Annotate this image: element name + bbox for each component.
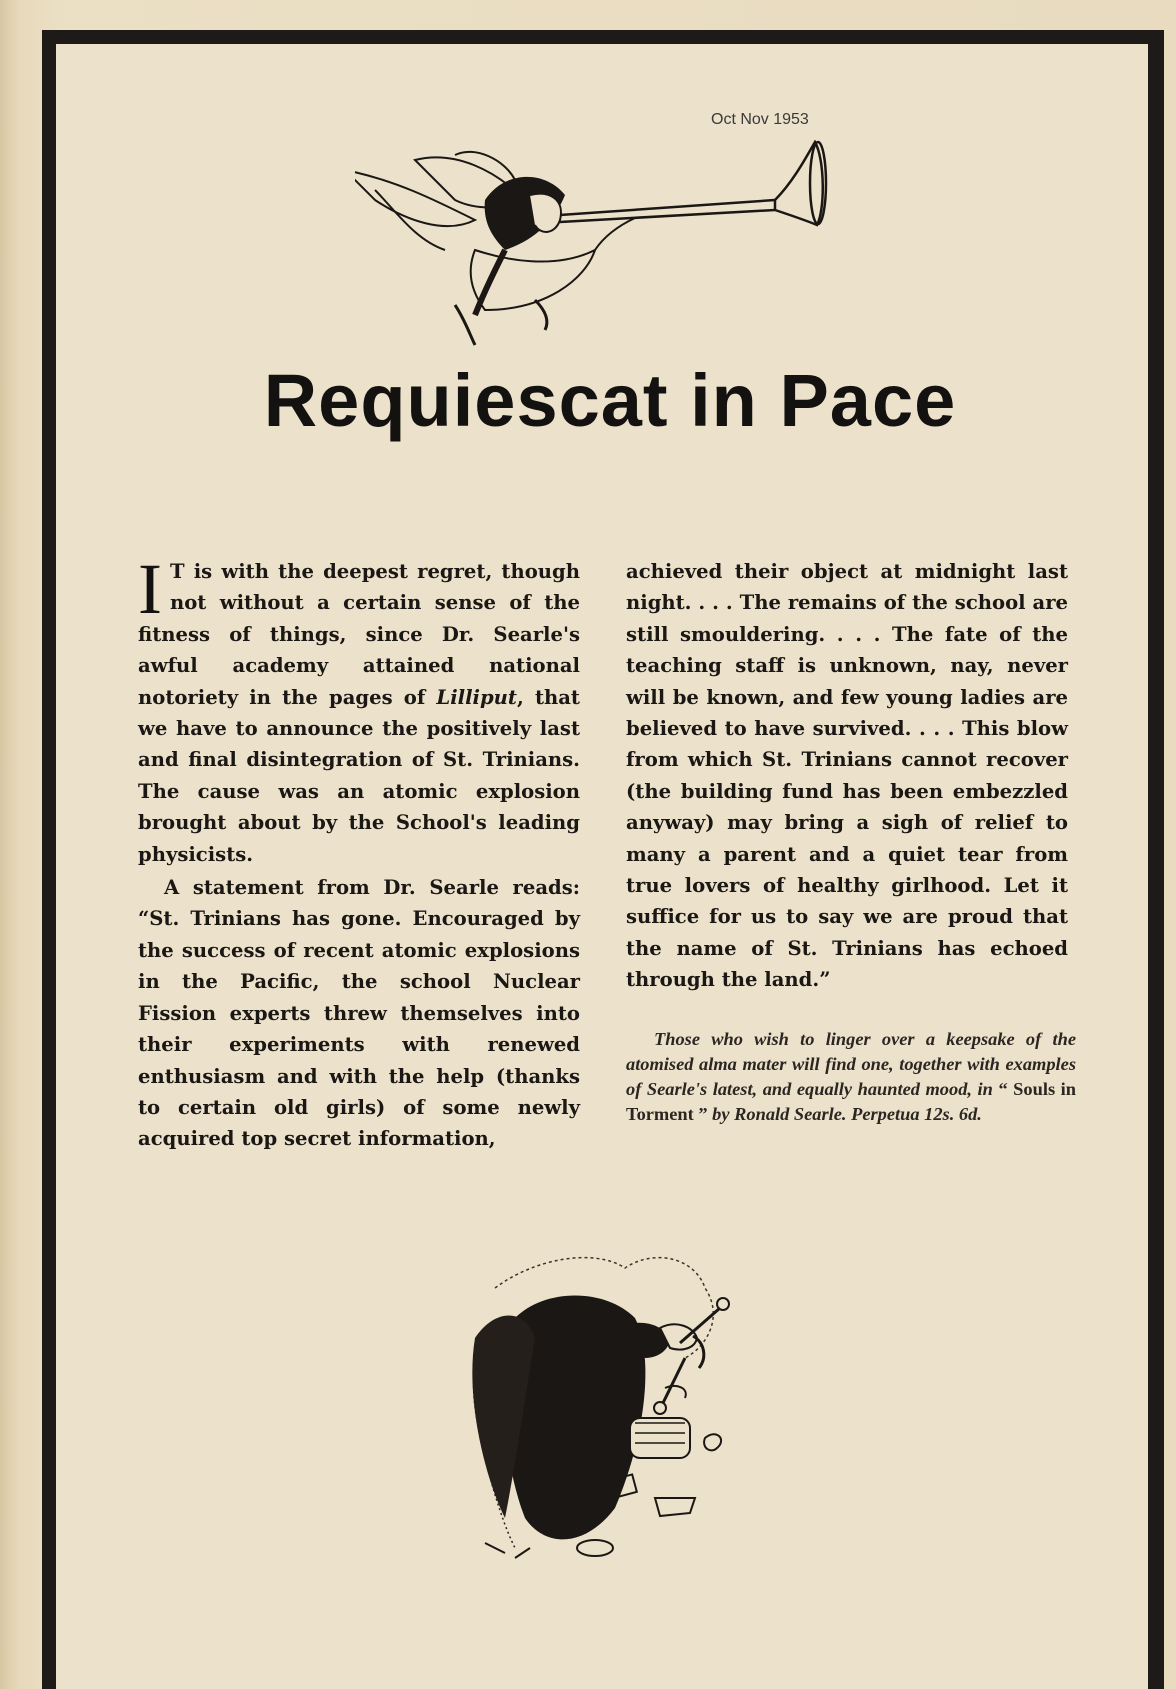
drop-cap: I (138, 549, 162, 629)
magazine-name: Lilliput (436, 685, 517, 709)
book-note-text-a: Those who wish to linger over a keepsake of the atomised alma mater will find one, together with examples of Searle's latest, and equally haunted mood, in (626, 1029, 1076, 1099)
article-column-right (626, 556, 1068, 996)
article-paragraph-3: achieved their object at midnight last night. . . . The remains of the school are still smouldering. . . . The fate of the teaching staff is unknown, nay, never will be known, and few young ladies are believed to have survived. . . . This blow from which St. Trinians cannot recover (the building fund has been embezzled anyway) may bring a sigh of relief to many a parent and a quiet tear from true lovers of healthy girlhood. Let it suffice for us to say we are proud that the name of St. Trinians has echoed through the land.” (626, 560, 1068, 992)
book-title: “ Souls in Torment ” (626, 1079, 1076, 1124)
book-note-text-b: by Ronald Searle. Perpetua 12s. 6d. (707, 1104, 982, 1124)
article-paragraph-1 (138, 549, 580, 870)
article-column-left (138, 549, 580, 1155)
date-annotation: Oct Nov 1953 (711, 111, 809, 128)
article-paragraph-2: A statement from Dr. Searle reads: “St. Trinians has gone. Encouraged by the success of recent atomic explosions in the Pacific, the school Nuclear Fission experts threw themselves into their experiments with renewed enthusiasm and with the help (thanks to certain old girls) of some newly acquired top secret information, (138, 876, 580, 1151)
article-title: Requiescat in Pace (263, 359, 957, 442)
paragraph-1-text-a: T is with the deepest regret, though not without a certain sense of the fitness of things, since Dr. Searle's awful academy attained national notoriety in the pages of (138, 560, 580, 709)
angel-trumpet-illustration (355, 140, 895, 350)
vulture-illustration (455, 1248, 785, 1578)
book-note (626, 1027, 1076, 1127)
paragraph-1-text-b: , that we have to announce the positively last and final disintegration of St. Trinians. The cause was an atomic explosion brought about by the School's leading physicists. (138, 685, 580, 866)
